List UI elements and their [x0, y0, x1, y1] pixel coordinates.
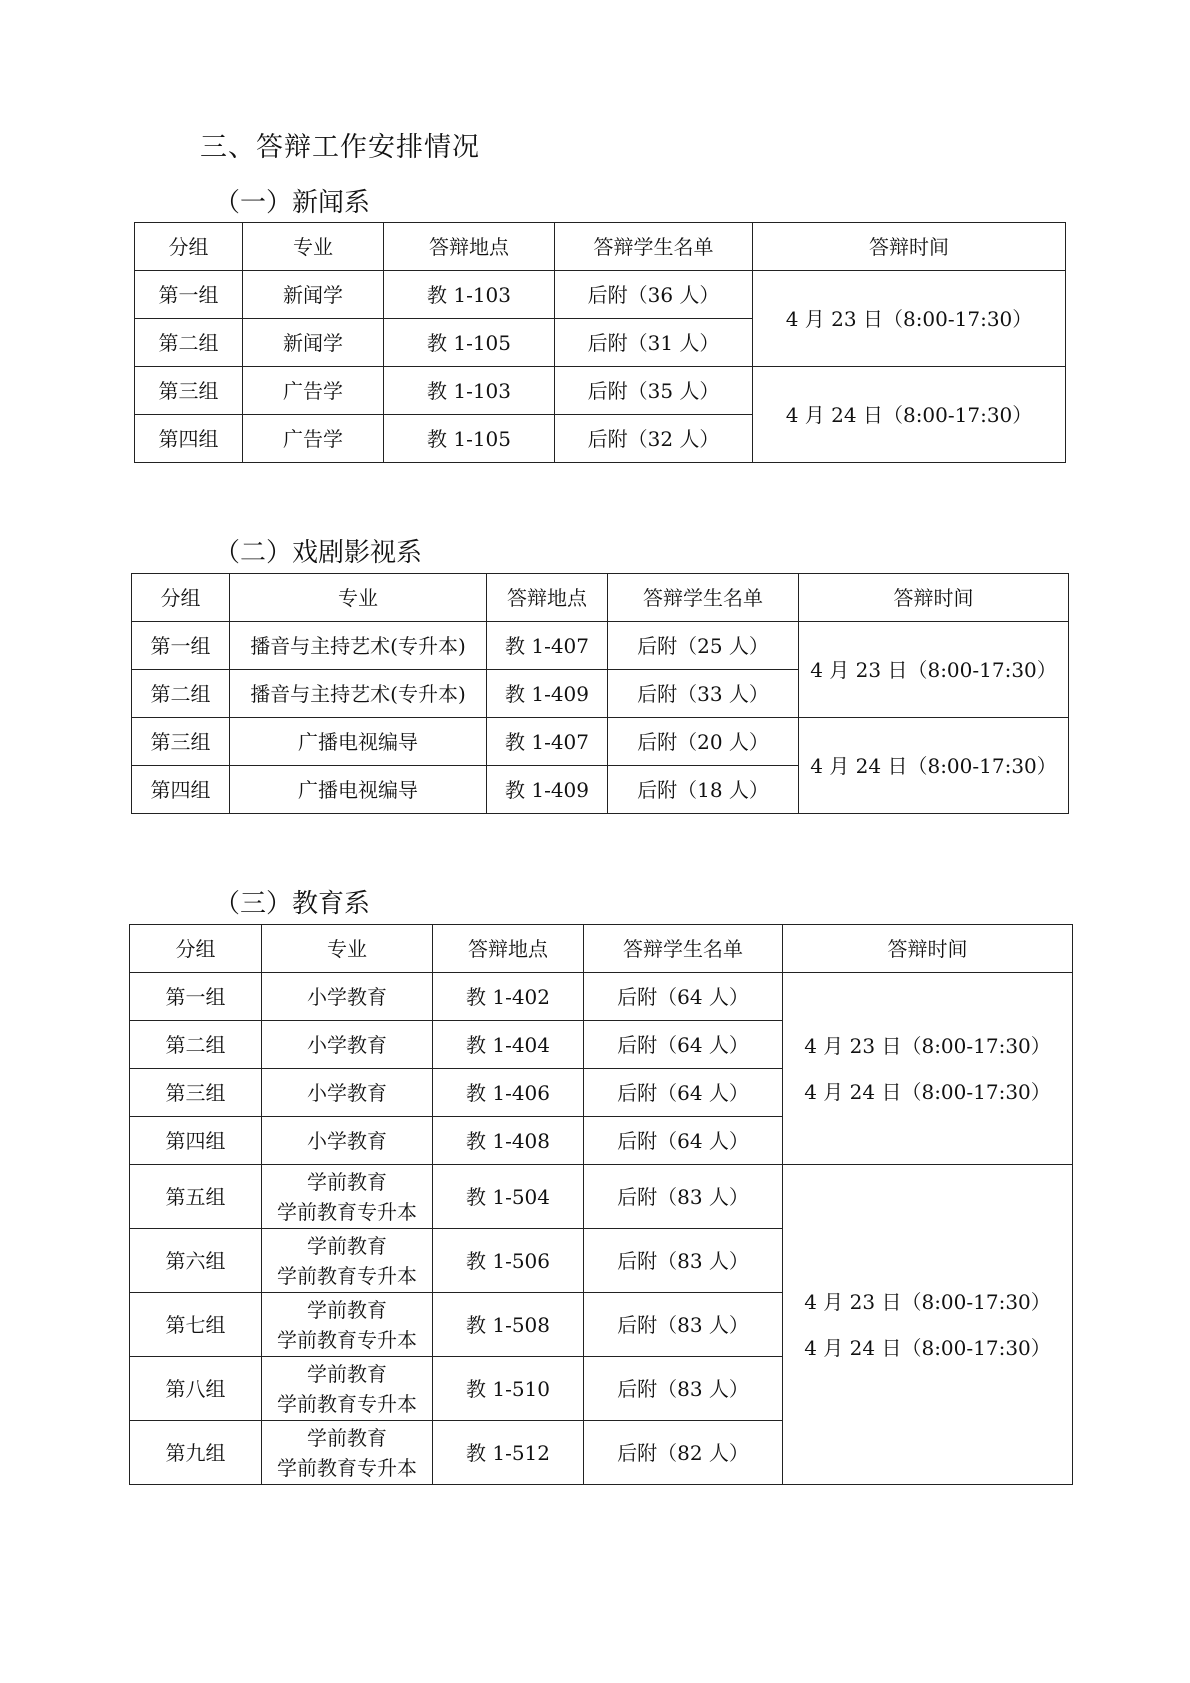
header-students: 答辩学生名单: [608, 574, 799, 622]
header-group: 分组: [135, 223, 243, 271]
group-cell: 第二组: [132, 670, 230, 718]
students-cell: 后附（33 人）: [608, 670, 799, 718]
students-cell: 后附（64 人）: [584, 1117, 783, 1165]
group-cell: 第四组: [135, 415, 243, 463]
major-cell: [262, 1229, 433, 1293]
table-row: [132, 718, 1069, 766]
header-group: 分组: [132, 574, 230, 622]
students-cell: 后附（82 人）: [584, 1421, 783, 1485]
location-cell: 教 1-510: [433, 1357, 584, 1421]
header-students: 答辩学生名单: [555, 223, 753, 271]
major-line: 播音与主持艺术(专升本): [250, 633, 466, 658]
location-cell: 教 1-105: [384, 415, 555, 463]
major-cell: [230, 622, 487, 670]
major-line: 小学教育: [307, 1128, 387, 1153]
group-cell: 第八组: [130, 1357, 262, 1421]
students-cell: 后附（35 人）: [555, 367, 753, 415]
time-line: 4 月 23 日（8:00-17:30）: [810, 657, 1057, 682]
time-cell: [799, 622, 1069, 718]
group-cell: 第五组: [130, 1165, 262, 1229]
header-time: 答辩时间: [799, 574, 1069, 622]
group-cell: 第一组: [130, 973, 262, 1021]
major-line: 新闻学: [283, 330, 343, 355]
page-heading: 三、答辩工作安排情况: [200, 132, 480, 163]
time-line: 4 月 23 日（8:00-17:30）: [804, 1289, 1051, 1314]
students-cell: 后附（64 人）: [584, 1069, 783, 1117]
group-cell: 第七组: [130, 1293, 262, 1357]
students-cell: 后附（36 人）: [555, 271, 753, 319]
location-cell: 教 1-406: [433, 1069, 584, 1117]
major-cell: [243, 271, 384, 319]
group-cell: 第二组: [130, 1021, 262, 1069]
table-row: [135, 367, 1066, 415]
header-time: 答辩时间: [753, 223, 1066, 271]
major-cell: [262, 1165, 433, 1229]
location-cell: 教 1-103: [384, 367, 555, 415]
location-cell: 教 1-408: [433, 1117, 584, 1165]
major-line: 学前教育专升本: [277, 1199, 417, 1224]
major-line: 学前教育专升本: [277, 1327, 417, 1352]
location-cell: 教 1-409: [487, 766, 608, 814]
time-line: 4 月 24 日（8:00-17:30）: [804, 1079, 1051, 1104]
header-row: [132, 574, 1069, 622]
group-cell: 第一组: [135, 271, 243, 319]
students-cell: 后附（32 人）: [555, 415, 753, 463]
header-time: 答辩时间: [783, 925, 1073, 973]
students-cell: 后附（64 人）: [584, 1021, 783, 1069]
location-cell: 教 1-105: [384, 319, 555, 367]
time-line: 4 月 24 日（8:00-17:30）: [785, 402, 1033, 427]
location-cell: 教 1-409: [487, 670, 608, 718]
table-row: [130, 973, 1073, 1021]
location-cell: 教 1-103: [384, 271, 555, 319]
section-title-journalism: （一）新闻系: [214, 188, 371, 218]
major-cell: [262, 1293, 433, 1357]
major-line: 小学教育: [307, 1080, 387, 1105]
group-cell: 第四组: [132, 766, 230, 814]
major-line: 广播电视编导: [298, 729, 418, 754]
major-line: 学前教育: [307, 1233, 387, 1258]
group-cell: 第三组: [135, 367, 243, 415]
time-line: 4 月 24 日（8:00-17:30）: [804, 1335, 1051, 1360]
section-title-education: （三）教育系: [214, 889, 371, 919]
group-cell: 第四组: [130, 1117, 262, 1165]
time-line: 4 月 23 日（8:00-17:30）: [804, 1033, 1051, 1058]
major-line: 小学教育: [307, 984, 387, 1009]
major-line: 广告学: [283, 378, 343, 403]
students-cell: 后附（31 人）: [555, 319, 753, 367]
time-cell: [753, 367, 1066, 463]
major-line: 学前教育: [307, 1425, 387, 1450]
major-line: 学前教育: [307, 1361, 387, 1386]
group-cell: 第三组: [132, 718, 230, 766]
students-cell: 后附（64 人）: [584, 973, 783, 1021]
table-row: [135, 271, 1066, 319]
major-cell: [262, 1421, 433, 1485]
major-cell: [262, 973, 433, 1021]
location-cell: 教 1-402: [433, 973, 584, 1021]
major-line: 广播电视编导: [298, 777, 418, 802]
time-line: 4 月 24 日（8:00-17:30）: [810, 753, 1057, 778]
time-line: 4 月 23 日（8:00-17:30）: [785, 306, 1033, 331]
major-line: 学前教育专升本: [277, 1455, 417, 1480]
major-line: 学前教育专升本: [277, 1391, 417, 1416]
header-row: [130, 925, 1073, 973]
location-cell: 教 1-508: [433, 1293, 584, 1357]
group-cell: 第九组: [130, 1421, 262, 1485]
header-major: 专业: [262, 925, 433, 973]
major-line: 新闻学: [283, 282, 343, 307]
group-cell: 第六组: [130, 1229, 262, 1293]
time-cell: [799, 718, 1069, 814]
header-location: 答辩地点: [433, 925, 584, 973]
major-line: 小学教育: [307, 1032, 387, 1057]
major-cell: [243, 367, 384, 415]
students-cell: 后附（83 人）: [584, 1165, 783, 1229]
header-major: 专业: [230, 574, 487, 622]
students-cell: 后附（18 人）: [608, 766, 799, 814]
major-line: 学前教育: [307, 1297, 387, 1322]
table-row: [132, 622, 1069, 670]
major-cell: [262, 1117, 433, 1165]
location-cell: 教 1-504: [433, 1165, 584, 1229]
time-cell: [783, 1165, 1073, 1485]
schedule-table-drama-film: [131, 573, 1069, 814]
header-major: 专业: [243, 223, 384, 271]
location-cell: 教 1-407: [487, 622, 608, 670]
major-line: 学前教育专升本: [277, 1263, 417, 1288]
header-location: 答辩地点: [384, 223, 555, 271]
major-cell: [243, 415, 384, 463]
section-title-drama-film: （二）戏剧影视系: [214, 538, 423, 568]
group-cell: 第三组: [130, 1069, 262, 1117]
location-cell: 教 1-506: [433, 1229, 584, 1293]
major-cell: [230, 766, 487, 814]
major-cell: [230, 718, 487, 766]
major-line: 播音与主持艺术(专升本): [250, 681, 466, 706]
location-cell: 教 1-404: [433, 1021, 584, 1069]
header-location: 答辩地点: [487, 574, 608, 622]
location-cell: 教 1-407: [487, 718, 608, 766]
schedule-table-journalism: [134, 222, 1066, 463]
major-cell: [262, 1021, 433, 1069]
header-students: 答辩学生名单: [584, 925, 783, 973]
students-cell: 后附（83 人）: [584, 1229, 783, 1293]
group-cell: 第一组: [132, 622, 230, 670]
major-line: 学前教育: [307, 1169, 387, 1194]
header-row: [135, 223, 1066, 271]
students-cell: 后附（25 人）: [608, 622, 799, 670]
students-cell: 后附（20 人）: [608, 718, 799, 766]
header-group: 分组: [130, 925, 262, 973]
major-line: 广告学: [283, 426, 343, 451]
time-cell: [753, 271, 1066, 367]
major-cell: [262, 1357, 433, 1421]
major-cell: [262, 1069, 433, 1117]
students-cell: 后附（83 人）: [584, 1357, 783, 1421]
group-cell: 第二组: [135, 319, 243, 367]
schedule-table-education: [129, 924, 1073, 1485]
major-cell: [243, 319, 384, 367]
table-row: [130, 1165, 1073, 1229]
location-cell: 教 1-512: [433, 1421, 584, 1485]
students-cell: 后附（83 人）: [584, 1293, 783, 1357]
time-cell: [783, 973, 1073, 1165]
major-cell: [230, 670, 487, 718]
